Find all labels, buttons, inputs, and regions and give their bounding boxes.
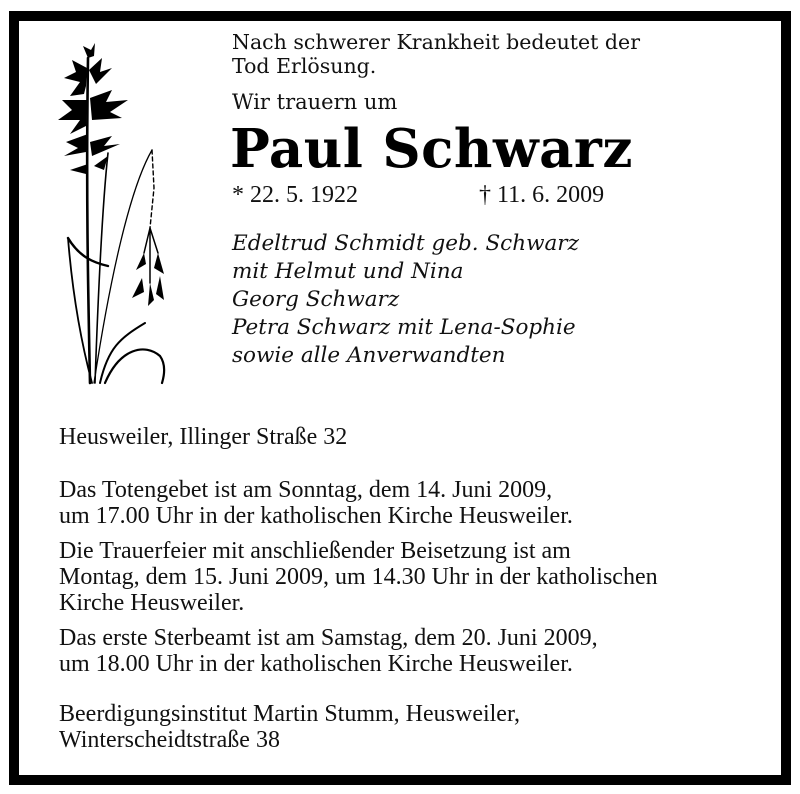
deceased-name: Paul Schwarz <box>230 118 633 180</box>
grass-plant-icon <box>50 38 180 388</box>
service-line: um 18.00 Uhr in der katholischen Kirche Heusweiler. <box>59 651 573 677</box>
service-line: Kirche Heusweiler. <box>59 590 245 616</box>
service-trauerfeier <box>59 538 759 616</box>
family-list <box>232 230 752 370</box>
family-line: mit Helmut und Nina <box>232 259 464 284</box>
notice-details <box>59 424 759 753</box>
undertaker-info <box>59 701 759 753</box>
service-line: Die Trauerfeier mit anschließender Beisetzung ist am <box>59 538 571 564</box>
intro-text <box>232 30 752 78</box>
family-line: Edeltrud Schmidt geb. Schwarz <box>232 231 579 256</box>
intro-line-1: Nach schwerer Krankheit bedeutet der <box>232 30 640 54</box>
family-line: Georg Schwarz <box>232 287 400 312</box>
birth-date: * 22. 5. 1922 <box>232 182 358 208</box>
service-line: um 17.00 Uhr in der katholischen Kirche Heusweiler. <box>59 503 573 529</box>
undertaker-line: Beerdigungsinstitut Martin Stumm, Heusweiler, <box>59 701 520 727</box>
service-line: Das Totengebet ist am Sonntag, dem 14. Juni 2009, <box>59 477 553 503</box>
life-dates <box>232 182 752 212</box>
service-line: Montag, dem 15. Juni 2009, um 14.30 Uhr in der katholischen <box>59 564 658 590</box>
undertaker-line: Winterscheidtstraße 38 <box>59 727 280 753</box>
intro-line-2: Tod Erlösung. <box>232 54 377 78</box>
family-line: Petra Schwarz mit Lena-Sophie <box>232 315 576 340</box>
service-totengebet <box>59 477 759 529</box>
notice-header <box>232 30 752 370</box>
family-address: Heusweiler, Illinger Straße 32 <box>59 424 348 450</box>
family-line: sowie alle Anverwandten <box>232 343 506 368</box>
death-date: † 11. 6. 2009 <box>479 182 605 208</box>
service-sterbeamt <box>59 625 759 677</box>
service-line: Das erste Sterbeamt ist am Samstag, dem 20. Juni 2009, <box>59 625 598 651</box>
mourning-line: Wir trauern um <box>232 90 398 114</box>
